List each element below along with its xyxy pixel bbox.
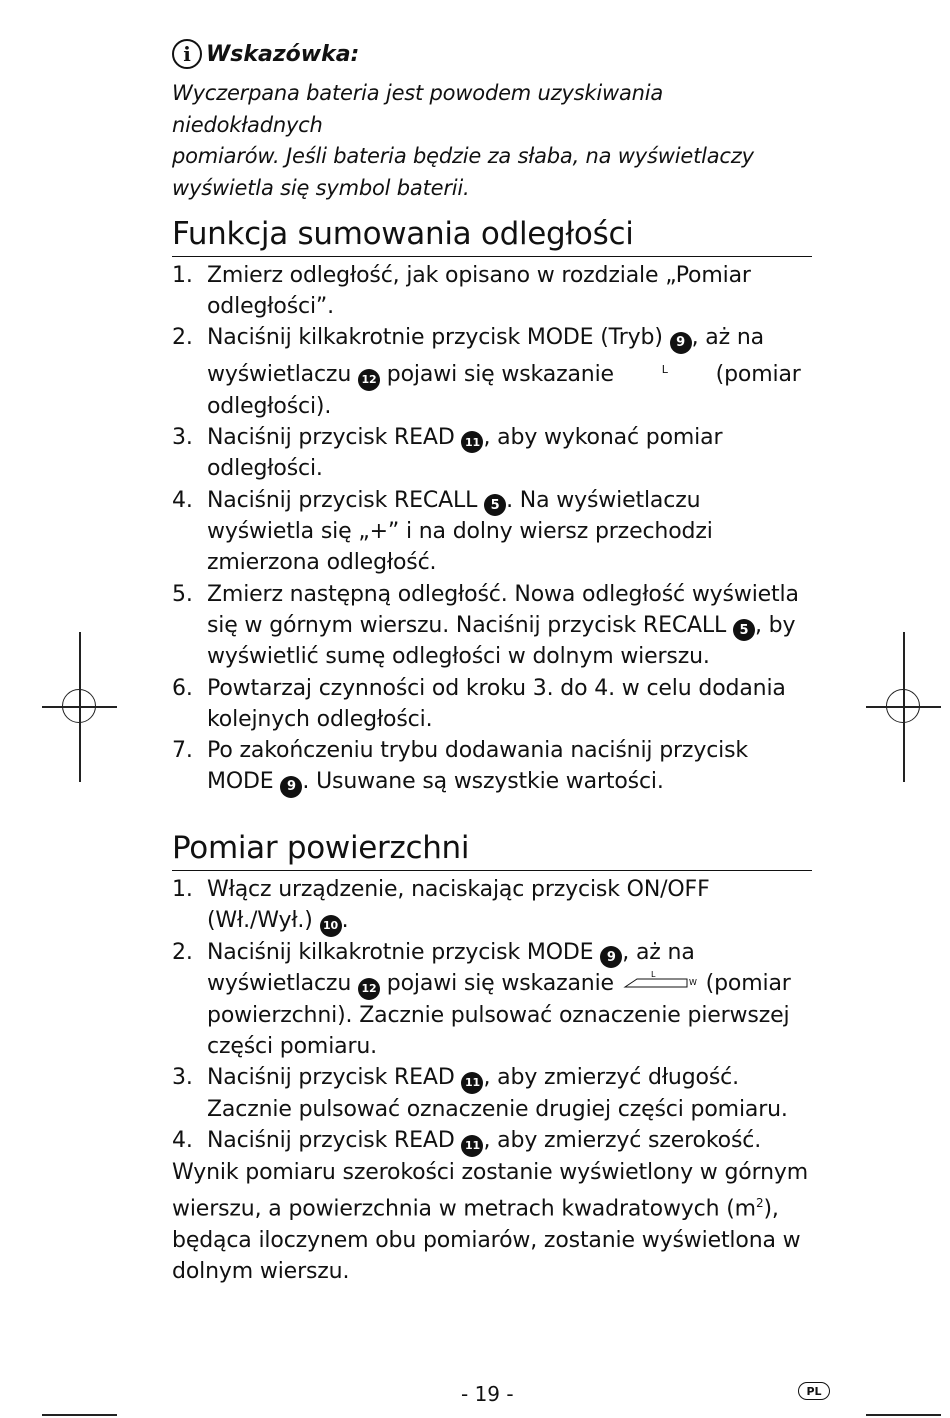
- list-item: [172, 579, 812, 673]
- crop-mark-left-circle: [62, 689, 96, 723]
- step-text: , by wyświetlić sumę odległości w dolnym wierszu.: [207, 612, 796, 670]
- step-text: .: [341, 908, 349, 934]
- crop-mark-right-circle: [886, 689, 920, 723]
- note-title: Wskazówka:: [206, 41, 360, 67]
- list-item: [172, 937, 812, 1063]
- step-number: 7.: [172, 738, 193, 763]
- section-area-measurement: [172, 828, 812, 1287]
- step-text: Zmierz następną odległość. Nowa odległość wyświetla się w górnym wierszu. Naciśnij przycisk RECALL: [207, 581, 799, 638]
- button-ref-badge: 11: [461, 431, 483, 453]
- page-number: - 19 -: [461, 1382, 514, 1406]
- step-number: 2.: [172, 939, 193, 965]
- superscript: 2: [755, 1195, 764, 1210]
- list-item: [172, 1062, 812, 1125]
- section-heading: Funkcja sumowania odległości: [172, 214, 812, 257]
- step-text: pojawi się wskazanie: [379, 971, 621, 997]
- length-mode-symbol: L: [661, 363, 668, 376]
- note-line: wyświetla się symbol baterii.: [172, 175, 470, 200]
- note-block: [172, 34, 812, 204]
- list-item: [172, 260, 812, 322]
- info-icon: i: [172, 39, 202, 69]
- paragraph-text: Wynik pomiaru szerokości zostanie wyświetlony w górnym wierszu, a powierzchnia w metrach kwadratowych (m: [172, 1159, 809, 1222]
- step-number: 4.: [172, 1128, 193, 1154]
- step-number: 2.: [172, 325, 193, 351]
- display-ref-badge: 12: [358, 978, 380, 1000]
- step-text: Naciśnij kilkakrotnie przycisk MODE (Tryb): [207, 325, 670, 351]
- step-text: Naciśnij przycisk READ: [207, 1065, 462, 1091]
- step-text: , aby zmierzyć szerokość.: [483, 1128, 762, 1154]
- step-text: (pomiar odległości).: [207, 362, 801, 419]
- step-text: Naciśnij przycisk READ: [207, 424, 462, 450]
- steps-list: [172, 874, 812, 1157]
- button-ref-badge: 11: [461, 1135, 483, 1157]
- step-text: (pomiar powierzchni). Zacznie pulsować oznaczenie pierwszej części pomiaru.: [207, 971, 791, 1060]
- step-text: , aby wykonać pomiar odległości.: [207, 424, 723, 482]
- step-text: Powtarzaj czynności od kroku 3. do 4. w celu dodania kolejnych odległości.: [207, 675, 786, 732]
- result-paragraph: [172, 1157, 812, 1287]
- button-ref-badge: 11: [461, 1072, 483, 1094]
- button-ref-badge: 9: [280, 776, 302, 798]
- list-item: [172, 735, 812, 798]
- language-badge: PL: [798, 1382, 830, 1400]
- button-ref-badge: 5: [733, 619, 755, 641]
- section-heading: Pomiar powierzchni: [172, 828, 812, 871]
- step-text: , aż na wyświetlaczu: [207, 939, 695, 997]
- step-text: . Na wyświetlaczu wyświetla się „+” i na dolny wiersz przechodzi zmierzona odległość.: [207, 487, 713, 576]
- crop-mark-bottom-left: [42, 1414, 117, 1416]
- step-text: . Usuwane są wszystkie wartości.: [302, 769, 664, 795]
- step-number: 5.: [172, 581, 193, 607]
- note-text: [172, 78, 812, 204]
- step-text: , aż na wyświetlaczu: [207, 325, 764, 387]
- step-text: Naciśnij przycisk RECALL: [207, 487, 485, 513]
- list-item: [172, 485, 812, 579]
- step-number: 3.: [172, 1065, 193, 1091]
- paragraph-text: ), będąca iloczynem obu pomiarów, zostanie wyświetlona w dolnym wierszu.: [172, 1196, 801, 1284]
- step-text: Naciśnij przycisk READ: [207, 1128, 462, 1154]
- list-item: [172, 874, 812, 937]
- button-ref-badge: 9: [600, 946, 622, 968]
- step-text: , aby zmierzyć długość. Zacznie pulsować oznaczenie drugiej części pomiaru.: [207, 1065, 788, 1122]
- list-item: [172, 422, 812, 485]
- step-number: 4.: [172, 487, 193, 513]
- step-text: Po zakończeniu trybu dodawania naciśnij przycisk MODE: [207, 738, 749, 795]
- step-text: Naciśnij kilkakrotnie przycisk MODE: [207, 939, 601, 965]
- steps-list: [172, 260, 812, 798]
- list-item: [172, 1125, 812, 1157]
- step-number: 1.: [172, 877, 193, 902]
- list-item: [172, 673, 812, 735]
- step-text: pojawi się wskazanie: [379, 362, 621, 387]
- display-ref-badge: 12: [358, 369, 380, 391]
- note-line: Wyczerpana bateria jest powodem uzyskiwania niedokładnych: [172, 81, 664, 137]
- note-line: pomiarów. Jeśli bateria będzie za słaba, na wyświetlaczy: [172, 144, 754, 168]
- step-number: 3.: [172, 424, 193, 450]
- area-symbol-label-l: L: [650, 971, 656, 980]
- crop-mark-bottom-right: [866, 1414, 941, 1416]
- step-number: 1.: [172, 263, 193, 288]
- list-item: [172, 322, 812, 421]
- button-ref-badge: 9: [670, 332, 692, 354]
- step-text: Zmierz odległość, jak opisano w rozdziale „Pomiar odległości”.: [207, 263, 751, 320]
- section-distance-sum: [172, 214, 812, 798]
- area-symbol-label-w: W: [688, 978, 697, 988]
- step-number: 6.: [172, 675, 193, 701]
- step-text: Włącz urządzenie, naciskając przycisk ON/OFF (Wł./Wył.): [207, 877, 710, 934]
- area-mode-icon: [621, 971, 699, 993]
- button-ref-badge: 10: [320, 915, 342, 937]
- button-ref-badge: 5: [484, 494, 506, 516]
